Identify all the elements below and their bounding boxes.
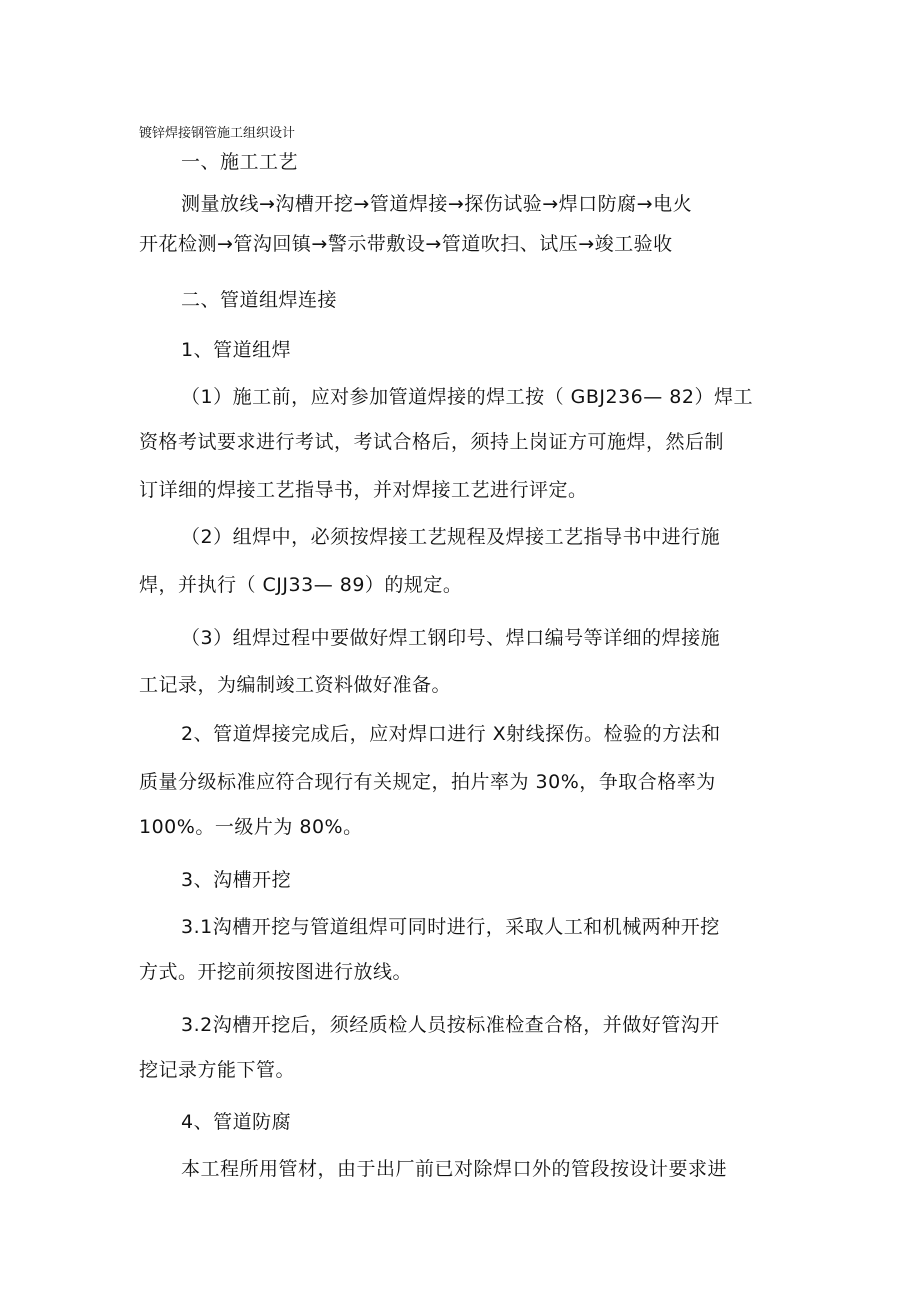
paragraph-line: 工记录，为编制竣工资料做好准备。 — [139, 674, 452, 696]
paragraph-line: 测量放线→沟槽开挖→管道焊接→探伤试验→焊口防腐→电火 — [181, 193, 693, 215]
paragraph-line: 方式。开挖前须按图进行放线。 — [139, 961, 413, 983]
paragraph-line: （1）施工前，应对参加管道焊接的焊工按（ GBJ236— 82）焊工 — [181, 386, 753, 408]
paragraph-line: （3）组焊过程中要做好焊工钢印号、焊口编号等详细的焊接施 — [181, 627, 721, 649]
paragraph-line: （2）组焊中，必须按焊接工艺规程及焊接工艺指导书中进行施 — [181, 526, 721, 548]
paragraph-line: 3.2沟槽开挖后，须经质检人员按标准检查合格，并做好管沟开 — [181, 1014, 720, 1036]
subsection-heading: 1、管道组焊 — [181, 339, 292, 361]
paragraph-line: 焊，并执行（ CJJ33— 89）的规定。 — [139, 574, 463, 596]
paragraph-line: 挖记录方能下管。 — [139, 1059, 296, 1081]
paragraph-line: 订详细的焊接工艺指导书，并对焊接工艺进行评定。 — [139, 479, 588, 501]
paragraph-line: 3.1沟槽开挖与管道组焊可同时进行，采取人工和机械两种开挖 — [181, 916, 720, 938]
subsection-heading: 4、管道防腐 — [181, 1111, 292, 1133]
document-title: 镀锌焊接钢管施工组织设计 — [139, 126, 296, 141]
paragraph-line: 开花检测→管沟回镇→警示带敷设→管道吹扫、试压→竣工验收 — [139, 233, 673, 255]
section-heading-process: 一、施工工艺 — [181, 151, 299, 173]
subsection-heading: 3、沟槽开挖 — [181, 869, 292, 891]
paragraph-line: 本工程所用管材，由于出厂前已对除焊口外的管段按设计要求进 — [181, 1158, 728, 1180]
paragraph-line: 资格考试要求进行考试，考试合格后，须持上岗证方可施焊，然后制 — [139, 431, 725, 453]
paragraph-line: 质量分级标准应符合现行有关规定，拍片率为 30%，争取合格率为 — [139, 771, 716, 793]
paragraph-line: 2、管道焊接完成后，应对焊口进行 X射线探伤。检验的方法和 — [181, 723, 721, 745]
section-heading-welding: 二、管道组焊连接 — [181, 289, 338, 311]
paragraph-line: 100%。一级片为 80%。 — [139, 816, 363, 838]
